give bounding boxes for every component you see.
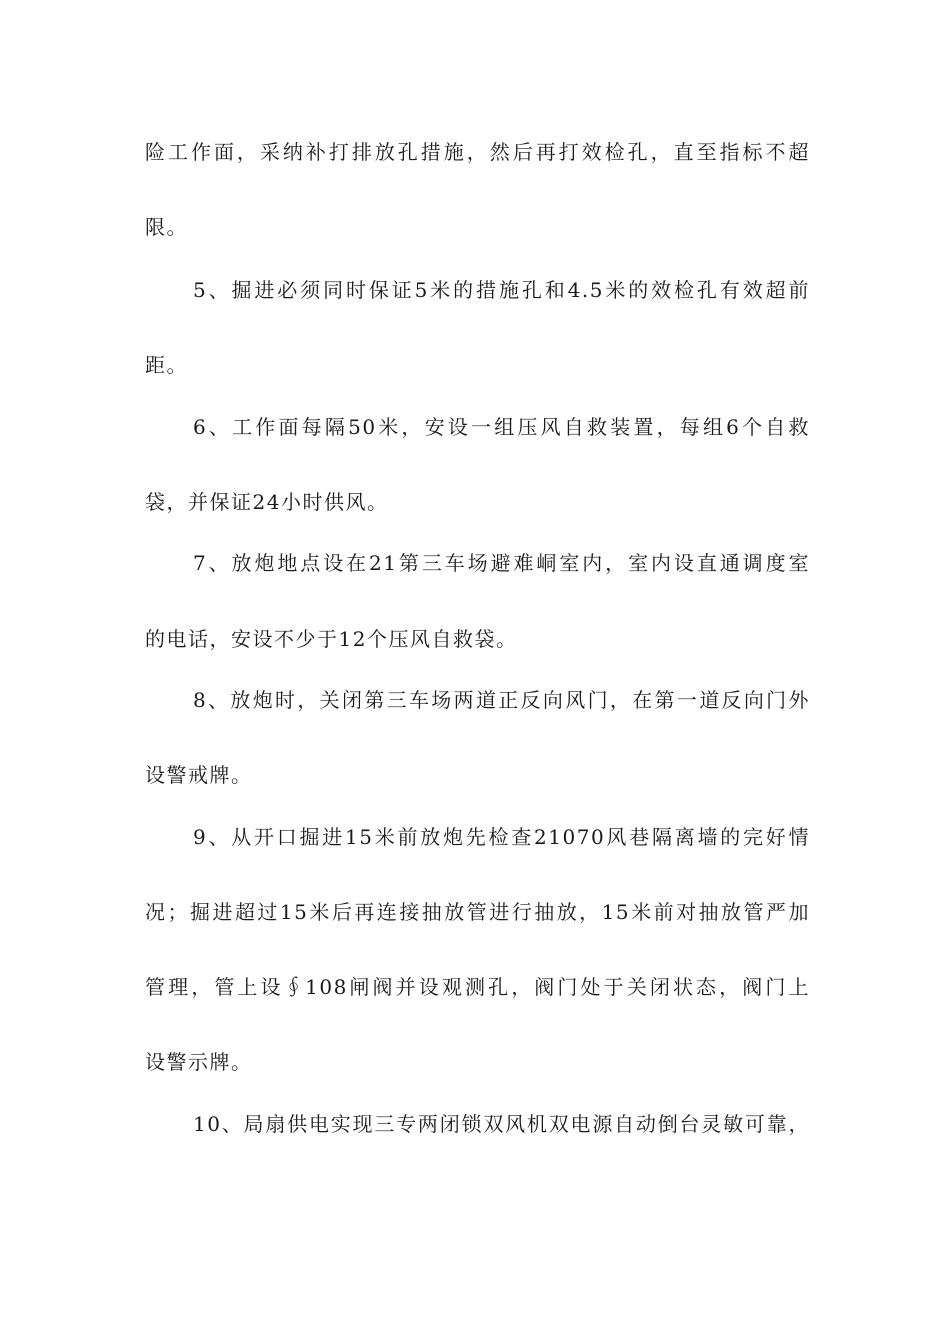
text-line-10: 设警戒牌。 (145, 763, 253, 787)
text-line-8: 的电话，安设不少于12个压风自救袋。 (145, 627, 518, 651)
text-line-13: 管理，管上设∮108闸阀并设观测孔，阀门处于关闭状态，阀门上 (145, 975, 810, 999)
text-line-12: 况；掘进超过15米后再连接抽放管进行抽放，15米前对抽放管严加 (145, 900, 810, 924)
text-line-11: 9、从开口掘进15米前放炮先检查21070风巷隔离墙的完好情 (193, 825, 810, 849)
text-line-5: 6、工作面每隔50米，安设一组压风自救装置，每组6个自救 (193, 415, 810, 439)
text-line-9: 8、放炮时，关闭第三车场两道正反向风门，在第一道反向门外 (193, 688, 810, 712)
text-line-4: 距。 (145, 353, 188, 377)
text-line-6: 袋，并保证24小时供风。 (145, 490, 389, 514)
text-line-14: 设警示牌。 (145, 1050, 253, 1074)
text-line-1: 险工作面，采纳补打排放孔措施，然后再打效检孔，直至指标不超 (145, 140, 810, 164)
text-line-2: 限。 (145, 215, 188, 239)
text-line-3: 5、掘进必须同时保证5米的措施孔和4.5米的效检孔有效超前 (193, 278, 810, 302)
text-line-7: 7、放炮地点设在21第三车场避难峒室内，室内设直通调度室 (193, 551, 810, 575)
text-line-15: 10、局扇供电实现三专两闭锁双风机双电源自动倒台灵敏可靠， (193, 1112, 810, 1136)
